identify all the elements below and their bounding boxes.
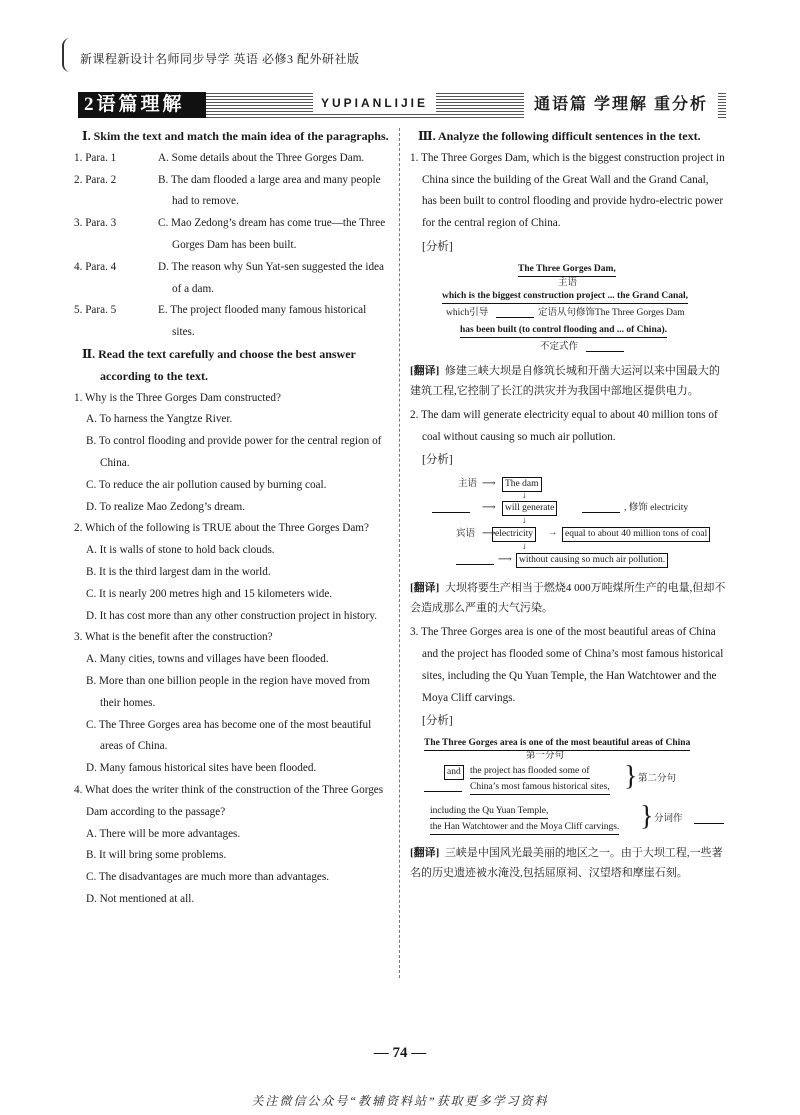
analysis-tag: [分析]: [422, 454, 453, 467]
answer-option: A. Many cities, towns and villages have been flooded.: [86, 653, 329, 666]
diagram-label: 不定式作: [540, 341, 579, 352]
match-para: 4. Para. 4: [74, 260, 117, 273]
diagram-text: The Three Gorges Dam,: [518, 263, 616, 277]
answer-option: D. It has cost more than any other construction project in history.: [86, 609, 378, 622]
match-text: C. Mao Zedong’s dream has come true—the Three Gorges Dam has been built.: [158, 217, 386, 251]
column-divider: [399, 128, 400, 978]
diagram-box: equal to about 40 million tons of coal: [562, 527, 710, 542]
diagram-text: the project has flooded some of: [470, 765, 590, 779]
arrow-icon: ⟶: [482, 479, 496, 490]
section-pinyin: YUPIANLIJIE: [313, 93, 436, 113]
right-column: [410, 126, 726, 887]
translation-text: 三峡是中国风光最美丽的地区之一。由于大坝工程,一些著名的历史遗迹被水淹没,包括屈原祠、汉望塔和摩崖石刻。: [410, 847, 723, 880]
translation-tag: [翻译]: [410, 847, 440, 860]
translation: [410, 843, 726, 883]
answer-option: B. It will bring some problems.: [86, 849, 227, 862]
question-text: 4. What does the writer think of the construction of the Three Gorges Dam according to the passage?: [74, 783, 384, 818]
sentence-text: 2. The dam will generate electricity equal to about 40 million tons of coal without causing so much air pollution.: [410, 408, 718, 443]
diagram-box: The dam: [502, 477, 542, 492]
arrow-icon: ⟶: [498, 555, 512, 566]
section-banner: [78, 92, 726, 118]
answer-option: B. To control flooding and provide power for the central region of China.: [86, 435, 382, 469]
diagram-blank: [586, 341, 624, 357]
answer-option: C. The disadvantages are much more than advantages.: [86, 871, 330, 884]
answer-option: C. The Three Gorges area has become one of the most beautiful areas of China.: [86, 718, 372, 753]
diagram-text: has been built (to control flooding and ... of China).: [460, 324, 667, 338]
diagram-label: 第一分句: [526, 751, 565, 762]
match-para: 5. Para. 5: [74, 304, 117, 317]
diagram-blank: [424, 781, 462, 797]
header-bracket-decoration: [62, 38, 74, 72]
translation-text: 大坝将要生产相当于燃烧4 000万吨煤所生产的电量,但却不会造成那么严重的大气污染。: [410, 582, 726, 615]
diagram-text: which is the biggest construction project ... the Grand Canal,: [442, 290, 688, 304]
match-para: 2. Para. 2: [74, 173, 117, 186]
analysis-tag: [分析]: [422, 715, 453, 728]
answer-option: A. It is walls of stone to hold back clouds.: [86, 544, 275, 557]
brace-icon: }: [624, 761, 638, 793]
translation: [410, 578, 726, 618]
diagram-label: 分词作: [654, 814, 683, 825]
diagram-label: , 修饰 electricity: [624, 503, 689, 514]
diagram-blank: [496, 307, 534, 323]
brace-icon: }: [640, 801, 654, 833]
part1-title: Ⅰ. Skim the text and match the main idea of the paragraphs.: [82, 129, 389, 143]
question: [74, 627, 390, 780]
answer-option: A. There will be more advantages.: [86, 827, 241, 840]
sentence-text: 1. The Three Gorges Dam, which is the biggest construction project in China since the building of the Great Wall and the Grand Canal, has been built to control flooding and provide hydro-electric power for the central region of China.: [410, 151, 725, 230]
diagram-label: 宾语: [456, 529, 476, 540]
diagram-blank: [432, 502, 470, 518]
arrow-icon: →: [548, 528, 558, 539]
match-text: D. The reason why Sun Yat-sen suggested the idea of a dam.: [158, 260, 384, 295]
match-item: [74, 300, 390, 344]
match-text: A. Some details about the Three Gorges Dam.: [158, 151, 365, 164]
analysis-tag: [分析]: [422, 240, 453, 253]
match-para: 1. Para. 1: [74, 151, 117, 164]
diagram-box: will generate: [502, 501, 557, 516]
arrow-icon: ⟶: [482, 529, 496, 540]
diagram-label: 定语从句修饰The Three Gorges Dam: [538, 307, 685, 318]
match-list: [74, 148, 390, 344]
diagram-label: 第二分句: [638, 774, 677, 785]
diagram-box: and: [444, 765, 464, 780]
part3-title: Ⅲ. Analyze the following difficult sentences in the text.: [418, 129, 701, 143]
question-text: 1. Why is the Three Gorges Dam constructed?: [74, 391, 281, 404]
diagram-text: the Han Watchtower and the Moya Cliff carvings.: [430, 821, 619, 835]
diagram-box: electricity: [492, 527, 536, 542]
diagram-text: including the Qu Yuan Temple,: [430, 805, 548, 819]
question: [74, 780, 390, 911]
answer-option: D. Many famous historical sites have been flooded.: [86, 762, 317, 775]
book-title: 新课程新设计名师同步导学 英语 必修3 配外研社版: [80, 52, 360, 66]
arrow-down-icon: ↓: [522, 491, 527, 502]
match-text: E. The project flooded many famous historical sites.: [158, 304, 367, 339]
diagram-text: China’s most famous historical sites,: [470, 781, 610, 795]
diagram-box: without causing so much air pollution.: [516, 553, 668, 568]
diagram-label: 主语: [558, 277, 578, 288]
match-item: [74, 148, 390, 170]
footer-note: 关注微信公众号“教辅资料站”获取更多学习资料: [251, 1094, 549, 1108]
arrow-down-icon: ↓: [522, 542, 527, 553]
diagram-label: 主语: [458, 479, 478, 490]
question-text: 3. What is the benefit after the construction?: [74, 631, 273, 644]
sentence2-diagram: [410, 476, 726, 576]
match-text: B. The dam flooded a large area and many people had to remove.: [158, 173, 381, 208]
answer-option: D. Not mentioned at all.: [86, 892, 195, 905]
arrow-icon: ⟶: [482, 503, 496, 514]
translation: [410, 361, 726, 401]
arrow-down-icon: ↓: [522, 516, 527, 527]
answer-option: A. To harness the Yangtze River.: [86, 413, 233, 426]
answer-option: C. To reduce the air pollution caused by burning coal.: [86, 478, 327, 491]
section-label: 2语篇理解: [78, 92, 206, 118]
diagram-label: which引导: [446, 307, 489, 318]
page-number: — 74 —: [373, 1045, 427, 1061]
question: [74, 518, 390, 627]
question: [74, 388, 390, 519]
section-slogan: 通语篇 学理解 重分析: [524, 92, 718, 118]
translation-tag: [翻译]: [410, 364, 440, 377]
sentence3-diagram: [410, 737, 726, 841]
sentence1-diagram: [410, 263, 726, 359]
left-column: [74, 126, 390, 911]
match-item: [74, 257, 390, 301]
answer-option: D. To realize Mao Zedong’s dream.: [86, 500, 245, 513]
match-para: 3. Para. 3: [74, 217, 117, 230]
answer-option: B. It is the third largest dam in the world.: [86, 565, 271, 578]
diagram-blank: [582, 502, 620, 518]
diagram-text: The Three Gorges area is one of the most beautiful areas of China: [424, 737, 690, 751]
match-item: [74, 213, 390, 257]
sentence-text: 3. The Three Gorges area is one of the most beautiful areas of China and the project has flooded some of China’s most famous historical sites, including the Qu Yuan Temple, the Han Watchtower and the Moya Cliff carvings.: [410, 626, 724, 704]
diagram-blank: [694, 813, 724, 829]
answer-option: B. More than one billion people in the region have moved from their homes.: [86, 674, 370, 709]
question-text: 2. Which of the following is TRUE about the Three Gorges Dam?: [74, 522, 369, 535]
diagram-blank: [456, 554, 494, 570]
answer-option: C. It is nearly 200 metres high and 15 kilometers wide.: [86, 587, 333, 600]
match-item: [74, 170, 390, 214]
part2-title: Ⅱ. Read the text carefully and choose the best answer according to the text.: [82, 346, 356, 383]
translation-text: 修建三峡大坝是自修筑长城和开凿大运河以来中国最大的建筑工程,它控制了长江的洪灾并为我国中部地区提供电力。: [410, 364, 720, 397]
translation-tag: [翻译]: [410, 582, 440, 595]
